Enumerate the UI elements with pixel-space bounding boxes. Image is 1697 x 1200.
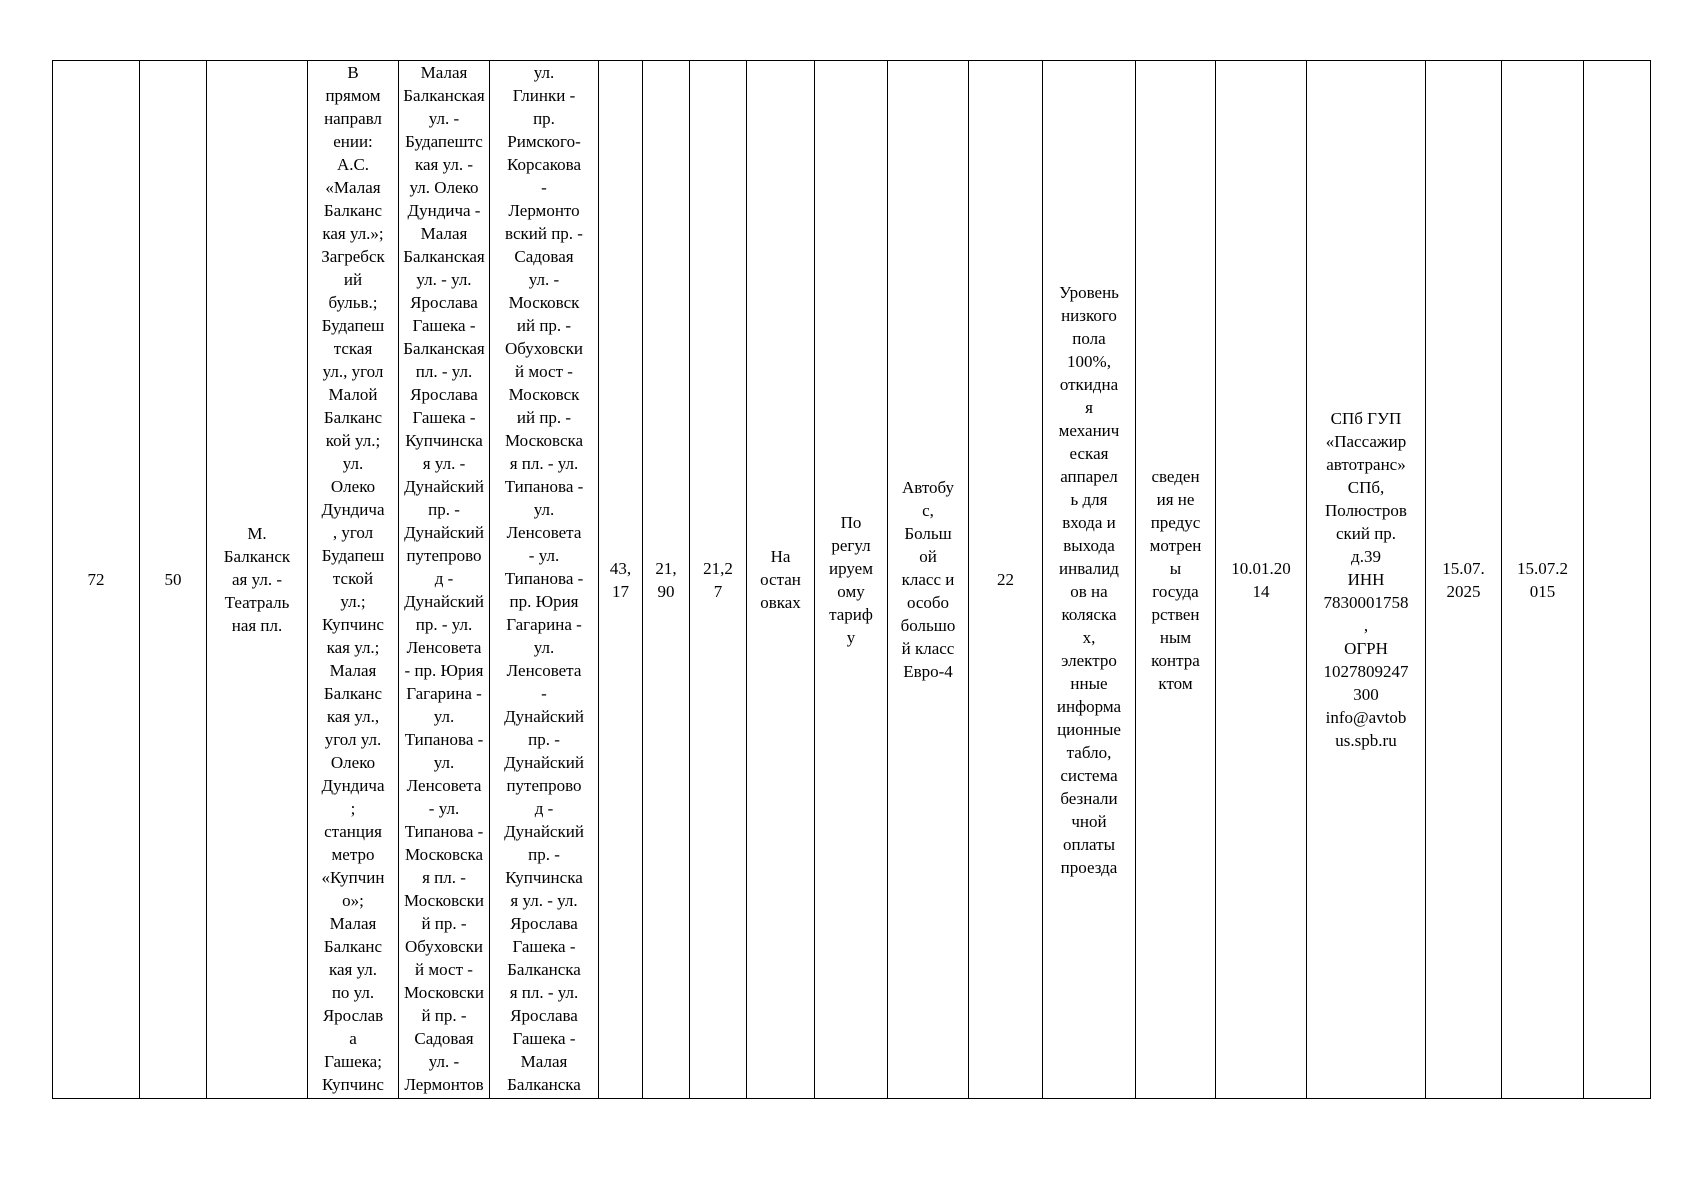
stops-forward-cell: [308, 61, 399, 1099]
start-date: 10.01.20 14: [1231, 558, 1291, 601]
date-1-cell: [1426, 61, 1502, 1099]
table-row: [53, 61, 1651, 1099]
streets-backward: ул. Глинки - пр. Римского- Корсакова - Лермонто вский пр. - Садовая ул. - Московск ий пр. - Обуховски й мост - Московск ий пр. - Московска я пл. - ул. Типанова - ул. Ленсовета - ул. Типанова - пр. Юрия Гагарина - ул. Ленсовета - Дунайский пр. - Дунайский путепрово д - Дунайский пр. - Купчинска я ул. - ул. Ярослава Гашека - Балканска я пл. - ул. Ярослава Гашека - Малая Балканска: [504, 63, 584, 1094]
stop-order-cell: [747, 61, 815, 1099]
length-backward: 21, 90: [655, 558, 677, 601]
tariff: По регул ируем ому тариф у: [829, 512, 873, 647]
length-other: 21,2 7: [703, 558, 733, 601]
contract-info: сведен ия не предус мотрен ы госуда рствен ным контра ктом: [1149, 466, 1202, 693]
vehicle-class-cell: [888, 61, 969, 1099]
carrier: СПб ГУП «Пассажир автотранс» СПб, Полюстров ский пр. д.39 ИНН 7830001758 , ОГРН 1027809247 300 info@avtob us.spb.ru: [1323, 409, 1409, 750]
route-number: 50: [164, 570, 182, 589]
route-name-cell: [207, 61, 308, 1099]
length-backward-cell: [643, 61, 690, 1099]
length-other-cell: [690, 61, 747, 1099]
reg-number: 72: [87, 570, 105, 589]
notes-cell: [1584, 61, 1651, 1099]
vehicle-features: Уровень низкого пола 100%, откидна я механич еская аппарел ь для входа и выхода инвалид ов на коляска х, электро нные информа ционные табло, система безнали чной оплаты проезда: [1056, 282, 1122, 877]
tariff-cell: [815, 61, 888, 1099]
streets-backward-cell: [490, 61, 599, 1099]
date-2-cell: [1502, 61, 1584, 1099]
contract-info-cell: [1136, 61, 1216, 1099]
vehicle-class: Автобу с, Больш ой класс и особо большо й класс Евро-4: [900, 478, 956, 681]
vehicle-count: 22: [997, 570, 1014, 589]
start-date-cell: [1216, 61, 1307, 1099]
route-number-cell: [140, 61, 207, 1099]
route-name: М. Балканск ая ул. - Театраль ная пл.: [223, 524, 291, 635]
streets-forward: Малая Балканская ул. - Будапештс кая ул. - ул. Олеко Дундича - Малая Балканская ул. - ул. Ярослава Гашека - Балканская пл. - ул. Ярослава Гашека - Купчинска я ул. - Дунайский пр. - Дунайский путепрово д - Дунайский пр. - ул. Ленсовета - пр. Юрия Гагарина - ул. Типанова - ул. Ленсовета - ул. Типанова - Московска я пл. - Московски й пр. - Обуховски й мост - Московски й пр. - Садовая ул. - Лермонтов: [403, 63, 485, 1094]
stop-order: На остан овках: [760, 547, 801, 612]
date-1: 15.07. 2025: [1442, 558, 1485, 601]
length-forward-cell: [599, 61, 643, 1099]
vehicle-features-cell: [1043, 61, 1136, 1099]
date-2: 15.07.2 015: [1517, 558, 1568, 601]
stops-forward: В прямом направл ении: А.С. «Малая Балканс кая ул.»; Загребск ий бульв.; Будапеш тская ул., угол Малой Балканс кой ул.; ул. Олеко Дундича , угол Будапеш тской ул.; Купчинс кая ул.; Малая Балканс кая ул., угол ул. Олеко Дундича ; станция метро «Купчин о»; Малая Балканс кая ул. по ул. Ярослав а Гашека; Купчинс: [321, 63, 385, 1094]
streets-forward-cell: [399, 61, 490, 1099]
vehicle-count-cell: [969, 61, 1043, 1099]
reg-number-cell: [53, 61, 140, 1099]
carrier-cell: [1307, 61, 1426, 1099]
route-register-table: [52, 60, 1651, 1099]
length-forward: 43, 17: [609, 558, 632, 601]
